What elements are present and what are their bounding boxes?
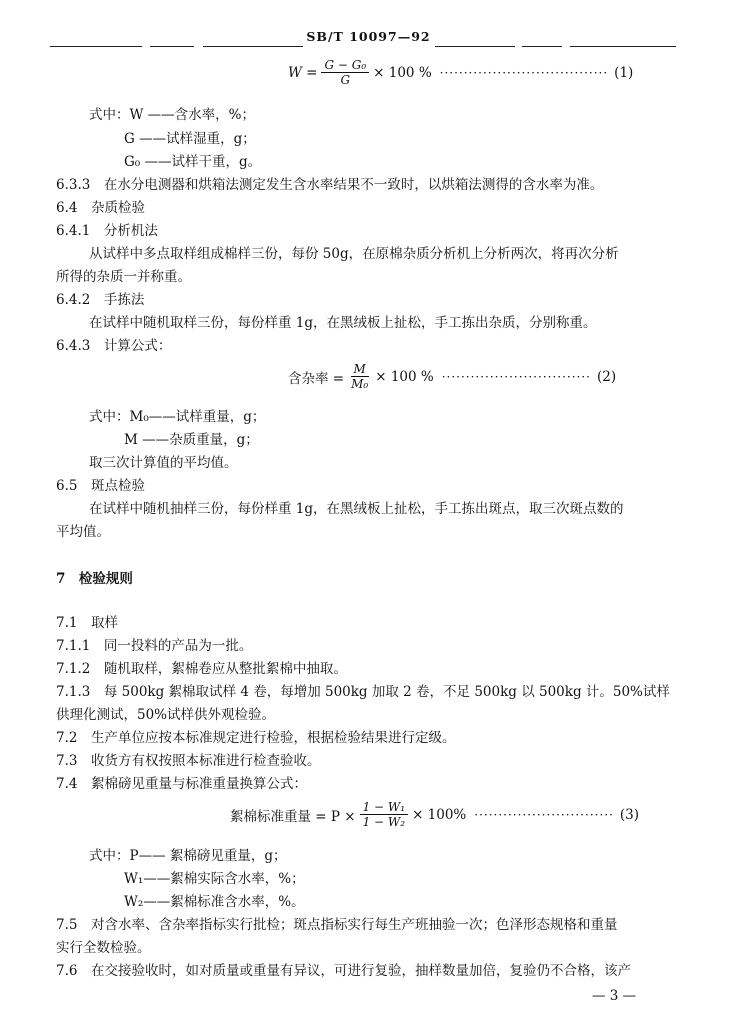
eq1-lhs: W = xyxy=(288,64,318,81)
eq1-fraction xyxy=(321,58,369,87)
section-7-1-2: 7.1.2 随机取样，絮棉卷应从整批絮棉中抽取。 xyxy=(56,661,347,677)
section-6-4-heading: 6.4 杂质检验 xyxy=(56,200,145,216)
eq2-leader-dots: ······························· xyxy=(441,369,591,384)
eq2-number: (2) xyxy=(596,368,617,385)
eq3-denominator: 1 − W₂ xyxy=(362,815,406,829)
header-rule xyxy=(570,46,676,47)
section-6-4-3-heading: 6.4.3 计算公式： xyxy=(56,338,172,354)
eq3-leader-dots: ····························· xyxy=(474,807,614,822)
paragraph-6-4-2: 在试样中随机取样三份，每份样重 1g，在黑绒板上扯松，手工拣出杂质，分别称重。 xyxy=(89,315,597,331)
equation-3 xyxy=(230,800,639,829)
section-7-5-line1: 7.5 对含水率、含杂率指标实行批检；斑点指标实行每生产班抽验一次；色泽形态规格和重量 xyxy=(56,917,618,933)
where3-line2: W₁——絮棉实际含水率，%； xyxy=(124,871,305,887)
section-7-2: 7.2 生产单位应按本标准规定进行检验，根据检验结果进行定级。 xyxy=(56,730,456,746)
section-7-1-3-line1: 7.1.3 每 500kg 絮棉取试样 4 卷，每增加 500kg 加取 2 卷，不足 500kg 以 500kg 计。50%试样 xyxy=(56,684,670,700)
eq2-denominator: M₀ xyxy=(351,377,369,391)
eq3-number: (3) xyxy=(619,806,640,823)
where1-line2: G ——试样湿重，g； xyxy=(124,131,256,147)
eq2-lhs: 含杂率 = xyxy=(288,370,345,387)
section-7-5-line2: 实行全数检验。 xyxy=(56,940,151,956)
eq2-tail: × 100 % xyxy=(375,368,434,385)
section-7-1-3-line2: 供理化测试，50%试样供外观检验。 xyxy=(56,707,276,723)
where3-line3: W₂——絮棉标准含水率，%。 xyxy=(124,894,305,910)
eq1-denominator: G xyxy=(340,73,351,87)
paragraph-6-5-line1: 在试样中随机抽样三份，每份样重 1g，在黑绒板上扯松，手工拣出斑点，取三次斑点数的 xyxy=(89,501,624,517)
header-rule xyxy=(522,46,562,47)
where1-line1: 式中：W ——含水率，%； xyxy=(89,107,255,123)
chapter-7-heading: 7 检验规则 xyxy=(56,571,133,587)
equation-1 xyxy=(288,58,633,87)
header-rule xyxy=(150,46,194,47)
where1-line3: G₀ ——试样干重，g。 xyxy=(124,154,262,170)
eq3-numerator: 1 − W₁ xyxy=(360,800,408,815)
eq1-numerator: G − G₀ xyxy=(321,58,369,73)
where3-line1: 式中：P—— 絮棉磅见重量，g； xyxy=(89,848,287,864)
section-7-4: 7.4 絮棉磅见重量与标准重量换算公式： xyxy=(56,776,307,792)
section-6-5-heading: 6.5 斑点检验 xyxy=(56,478,145,494)
header-rule xyxy=(435,46,515,47)
eq3-fraction xyxy=(360,800,408,829)
section-6-4-2-heading: 6.4.2 手拣法 xyxy=(56,292,145,308)
eq2-numerator: M xyxy=(351,362,369,377)
header-rule xyxy=(203,46,303,47)
where2-line2: M ——杂质重量，g； xyxy=(124,432,259,448)
where2-line3: 取三次计算值的平均值。 xyxy=(89,455,238,471)
page-number: — 3 — xyxy=(592,988,637,1004)
header-rule xyxy=(50,46,142,47)
eq1-leader-dots: ··································· xyxy=(439,65,609,80)
paragraph-6-4-1-line1: 从试样中多点取样组成棉样三份，每份 50g，在原棉杂质分析机上分析两次，将再次分析 xyxy=(89,246,619,262)
section-7-1-1: 7.1.1 同一投料的产品为一批。 xyxy=(56,638,253,654)
section-6-3-3: 6.3.3 在水分电测器和烘箱法测定发生含水率结果不一致时，以烘箱法测得的含水率为准。 xyxy=(56,177,604,193)
eq1-number: (1) xyxy=(614,64,634,81)
where2-line1: 式中：M₀——试样重量，g； xyxy=(89,409,266,425)
section-7-3: 7.3 收货方有权按照本标准进行检查验收。 xyxy=(56,753,321,769)
eq3-tail: × 100% xyxy=(412,806,467,823)
eq2-fraction xyxy=(348,362,371,391)
eq1-tail: × 100 % xyxy=(373,64,432,81)
equation-2 xyxy=(288,362,616,391)
section-7-1-heading: 7.1 取样 xyxy=(56,615,118,631)
standard-code-header: SB/T 10097—92 xyxy=(306,29,431,44)
eq3-lhs: 絮棉标准重量 = P × xyxy=(230,808,356,825)
paragraph-6-5-line2: 平均值。 xyxy=(56,524,110,540)
section-6-4-1-heading: 6.4.1 分析机法 xyxy=(56,223,158,239)
paragraph-6-4-1-line2: 所得的杂质一并称重。 xyxy=(56,269,191,285)
section-7-6-line1: 7.6 在交接验收时，如对质量或重量有异议，可进行复验，抽样数量加倍，复验仍不合格，该产 xyxy=(56,963,631,979)
